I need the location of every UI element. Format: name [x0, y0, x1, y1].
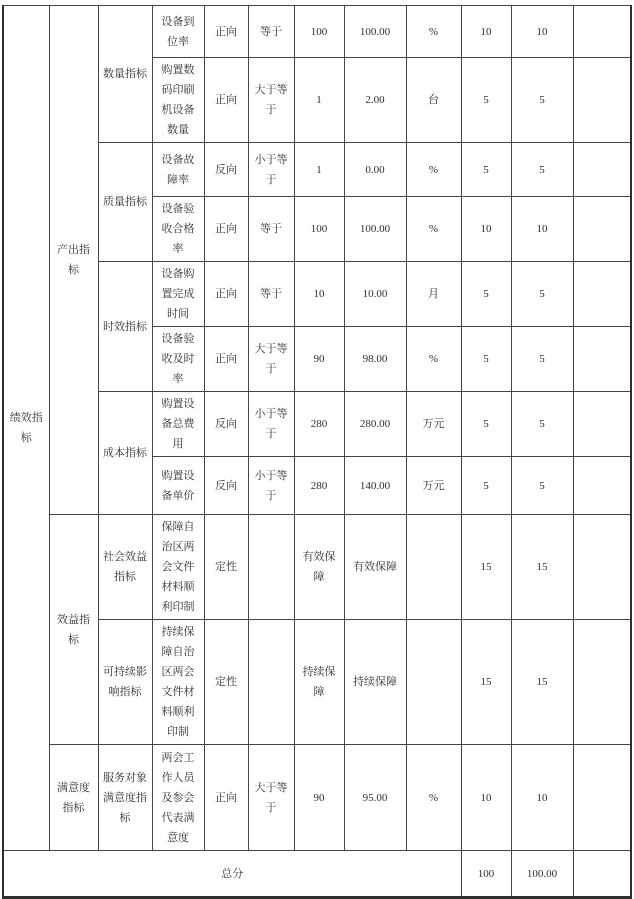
actual-cell: 95.00: [344, 745, 406, 851]
comparison-cell: [248, 620, 294, 745]
indicator-cell: 两会工作人员及参会代表满意度: [152, 745, 204, 851]
actual-cell: 100.00: [344, 6, 406, 58]
table-row-total: [3, 851, 631, 898]
note-cell: [573, 515, 631, 620]
subcategory-cell: 数量指标: [98, 6, 152, 143]
indicator-cell: 设备验收合格率: [152, 197, 204, 262]
unit-cell: %: [406, 143, 461, 197]
unit-cell: %: [406, 327, 461, 392]
direction-cell: 正向: [204, 745, 248, 851]
direction-cell: 正向: [204, 327, 248, 392]
comparison-cell: 小于等于: [248, 457, 294, 515]
note-cell: [573, 457, 631, 515]
score-cell: 5: [511, 143, 573, 197]
weight-cell: 15: [461, 515, 511, 620]
score-cell: 5: [511, 457, 573, 515]
total-weight-cell: 100: [461, 851, 511, 898]
indicator-cell: 持续保障自治区两会文件材料顺利印制: [152, 620, 204, 745]
unit-cell: %: [406, 745, 461, 851]
comparison-cell: 大于等于: [248, 327, 294, 392]
note-cell: [573, 6, 631, 58]
direction-cell: 定性: [204, 620, 248, 745]
group-label-cell: 绩效指标: [3, 6, 49, 851]
direction-cell: 正向: [204, 197, 248, 262]
table-row: [3, 392, 631, 457]
performance-indicator-table: [2, 5, 632, 899]
table-row: [3, 745, 631, 851]
target-cell: 280: [294, 457, 344, 515]
weight-cell: 5: [461, 392, 511, 457]
weight-cell: 15: [461, 620, 511, 745]
category-cell: 满意度指标: [49, 745, 98, 851]
comparison-cell: [248, 515, 294, 620]
indicator-cell: 购置设备单价: [152, 457, 204, 515]
score-cell: 15: [511, 515, 573, 620]
target-cell: 90: [294, 327, 344, 392]
target-cell: 10: [294, 262, 344, 327]
weight-cell: 5: [461, 143, 511, 197]
unit-cell: 月: [406, 262, 461, 327]
unit-cell: %: [406, 197, 461, 262]
note-cell: [573, 197, 631, 262]
total-note-cell: [573, 851, 631, 898]
indicator-cell: 设备验收及时率: [152, 327, 204, 392]
score-cell: 10: [511, 197, 573, 262]
indicator-cell: 设备到位率: [152, 6, 204, 58]
indicator-cell: 设备故障率: [152, 143, 204, 197]
unit-cell: 台: [406, 58, 461, 143]
subcategory-cell: 时效指标: [98, 262, 152, 392]
score-cell: 5: [511, 392, 573, 457]
comparison-cell: 小于等于: [248, 392, 294, 457]
target-cell: 1: [294, 143, 344, 197]
weight-cell: 10: [461, 6, 511, 58]
table-row: [3, 620, 631, 745]
note-cell: [573, 620, 631, 745]
unit-cell: %: [406, 6, 461, 58]
actual-cell: 98.00: [344, 327, 406, 392]
unit-cell: 万元: [406, 392, 461, 457]
actual-cell: 有效保障: [344, 515, 406, 620]
comparison-cell: 小于等于: [248, 143, 294, 197]
category-cell: 效益指标: [49, 515, 98, 745]
weight-cell: 5: [461, 457, 511, 515]
comparison-cell: 等于: [248, 6, 294, 58]
actual-cell: 100.00: [344, 197, 406, 262]
table-row: [3, 515, 631, 620]
direction-cell: 定性: [204, 515, 248, 620]
subcategory-cell: 质量指标: [98, 143, 152, 262]
comparison-cell: 等于: [248, 262, 294, 327]
subcategory-cell: 成本指标: [98, 392, 152, 515]
comparison-cell: 大于等于: [248, 745, 294, 851]
actual-cell: 10.00: [344, 262, 406, 327]
weight-cell: 5: [461, 327, 511, 392]
weight-cell: 5: [461, 262, 511, 327]
score-cell: 10: [511, 6, 573, 58]
direction-cell: 反向: [204, 457, 248, 515]
score-cell: 10: [511, 745, 573, 851]
note-cell: [573, 262, 631, 327]
note-cell: [573, 58, 631, 143]
actual-cell: 0.00: [344, 143, 406, 197]
total-score-cell: 100.00: [511, 851, 573, 898]
comparison-cell: 大于等于: [248, 58, 294, 143]
unit-cell: [406, 515, 461, 620]
target-cell: 持续保障: [294, 620, 344, 745]
direction-cell: 反向: [204, 143, 248, 197]
table-row: [3, 262, 631, 327]
direction-cell: 正向: [204, 6, 248, 58]
category-cell: 产出指标: [49, 6, 98, 515]
score-cell: 5: [511, 262, 573, 327]
target-cell: 有效保障: [294, 515, 344, 620]
target-cell: 90: [294, 745, 344, 851]
indicator-cell: 设备购置完成时间: [152, 262, 204, 327]
target-cell: 100: [294, 6, 344, 58]
indicator-cell: 购置数码印刷机设备数量: [152, 58, 204, 143]
note-cell: [573, 745, 631, 851]
subcategory-cell: 可持续影响指标: [98, 620, 152, 745]
weight-cell: 10: [461, 745, 511, 851]
comparison-cell: 等于: [248, 197, 294, 262]
unit-cell: [406, 620, 461, 745]
weight-cell: 5: [461, 58, 511, 143]
total-label-cell: 总分: [3, 851, 461, 898]
actual-cell: 280.00: [344, 392, 406, 457]
actual-cell: 2.00: [344, 58, 406, 143]
direction-cell: 正向: [204, 262, 248, 327]
target-cell: 280: [294, 392, 344, 457]
subcategory-cell: 服务对象满意度指标: [98, 745, 152, 851]
weight-cell: 10: [461, 197, 511, 262]
subcategory-cell: 社会效益指标: [98, 515, 152, 620]
note-cell: [573, 143, 631, 197]
actual-cell: 持续保障: [344, 620, 406, 745]
unit-cell: 万元: [406, 457, 461, 515]
note-cell: [573, 392, 631, 457]
target-cell: 100: [294, 197, 344, 262]
indicator-cell: 购置设备总费用: [152, 392, 204, 457]
table-row: [3, 143, 631, 197]
direction-cell: 正向: [204, 58, 248, 143]
indicator-cell: 保障自治区两会文件材料顺利印制: [152, 515, 204, 620]
target-cell: 1: [294, 58, 344, 143]
score-cell: 5: [511, 58, 573, 143]
direction-cell: 反向: [204, 392, 248, 457]
table-row: [3, 6, 631, 58]
score-cell: 15: [511, 620, 573, 745]
note-cell: [573, 327, 631, 392]
score-cell: 5: [511, 327, 573, 392]
actual-cell: 140.00: [344, 457, 406, 515]
